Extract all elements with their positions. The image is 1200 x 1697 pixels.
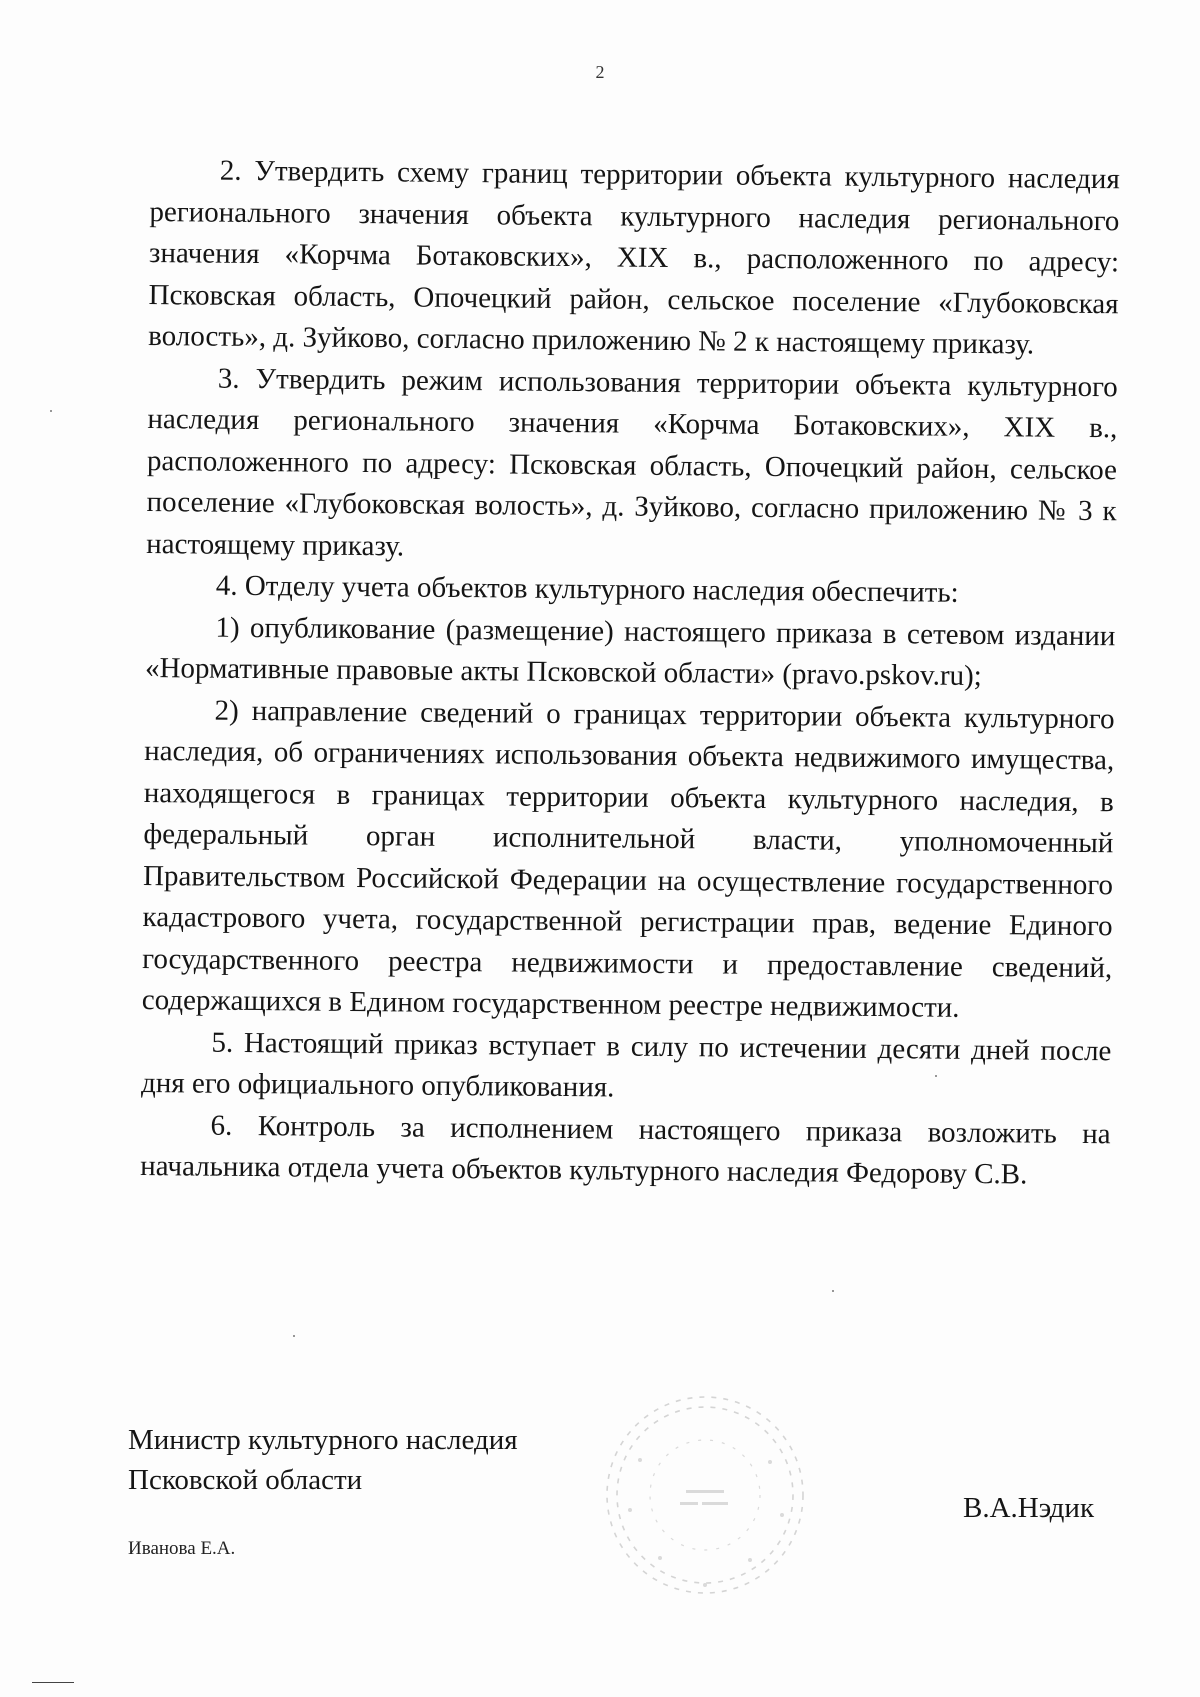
- paragraph-item-3: 3. Утвердить режим использования территории объекта культурного наследия регионального значения «Корчма Ботаковских», XIX в., расположенного по адресу: Псковская область, Опочецкий район, сельское поселение «Глубоковская волость», д. Зуйково, согласно приложению № 3 к настоящему приказу.: [146, 362, 1118, 562]
- scan-speck: [50, 410, 52, 412]
- paragraph-item-6: 6. Контроль за исполнением настоящего приказа возложить на начальника отдела учета объектов культурного наследия Федорову С.В.: [140, 1109, 1111, 1191]
- signer-name: В.А.Нэдик: [963, 1492, 1095, 1524]
- paragraph-item-4-2: 2) направление сведений о границах территории объекта культурного наследия, об ограничениях использования объекта недвижимого имущества, находящегося в границах территории объекта культурного наследия, в федеральный орган исполнительной власти, уполномоченный Правительством Российской Федерации на осуществление государственного кадастрового учета, государственной регистрации прав, ведение Единого государственного реестра недвижимости и предоставление сведений, содержащихся в Едином государственном реестре недвижимости.: [141, 694, 1115, 1024]
- paragraph-item-5: 5. Настоящий приказ вступает в силу по истечении десяти дней после дня его официального опубликования.: [140, 1026, 1112, 1104]
- paragraph-item-4-1: 1) опубликование (размещение) настоящего приказа в сетевом издании «Нормативные правовые акты Псковской области» (pravo.pskov.ru);: [144, 611, 1116, 693]
- document-body: [140, 150, 1120, 1197]
- executor-name: Иванова Е.А.: [128, 1538, 236, 1559]
- scan-edge-mark: [32, 1682, 74, 1683]
- scan-speck: [832, 1290, 834, 1292]
- page-number: 2: [595, 62, 605, 82]
- signer-region: Псковской области: [128, 1464, 363, 1496]
- paragraph-item-4: 4. Отделу учета объектов культурного наследия обеспечить:: [215, 569, 959, 609]
- scan-speck: [935, 1075, 937, 1077]
- official-seal-stamp: [600, 1390, 810, 1600]
- paragraph-item-2: 2. Утвердить схему границ территории объекта культурного наследия регионального значения объекта культурного наследия регионального значения «Корчма Ботаковских», XIX в., расположенного по адресу: Псковская область, Опочецкий район, сельское поселение «Глубоковская волость», д. Зуйково, согласно приложению № 2 к настоящему приказу.: [148, 154, 1120, 361]
- signer-position: Министр культурного наследия: [128, 1424, 518, 1456]
- scan-speck: [293, 1335, 295, 1337]
